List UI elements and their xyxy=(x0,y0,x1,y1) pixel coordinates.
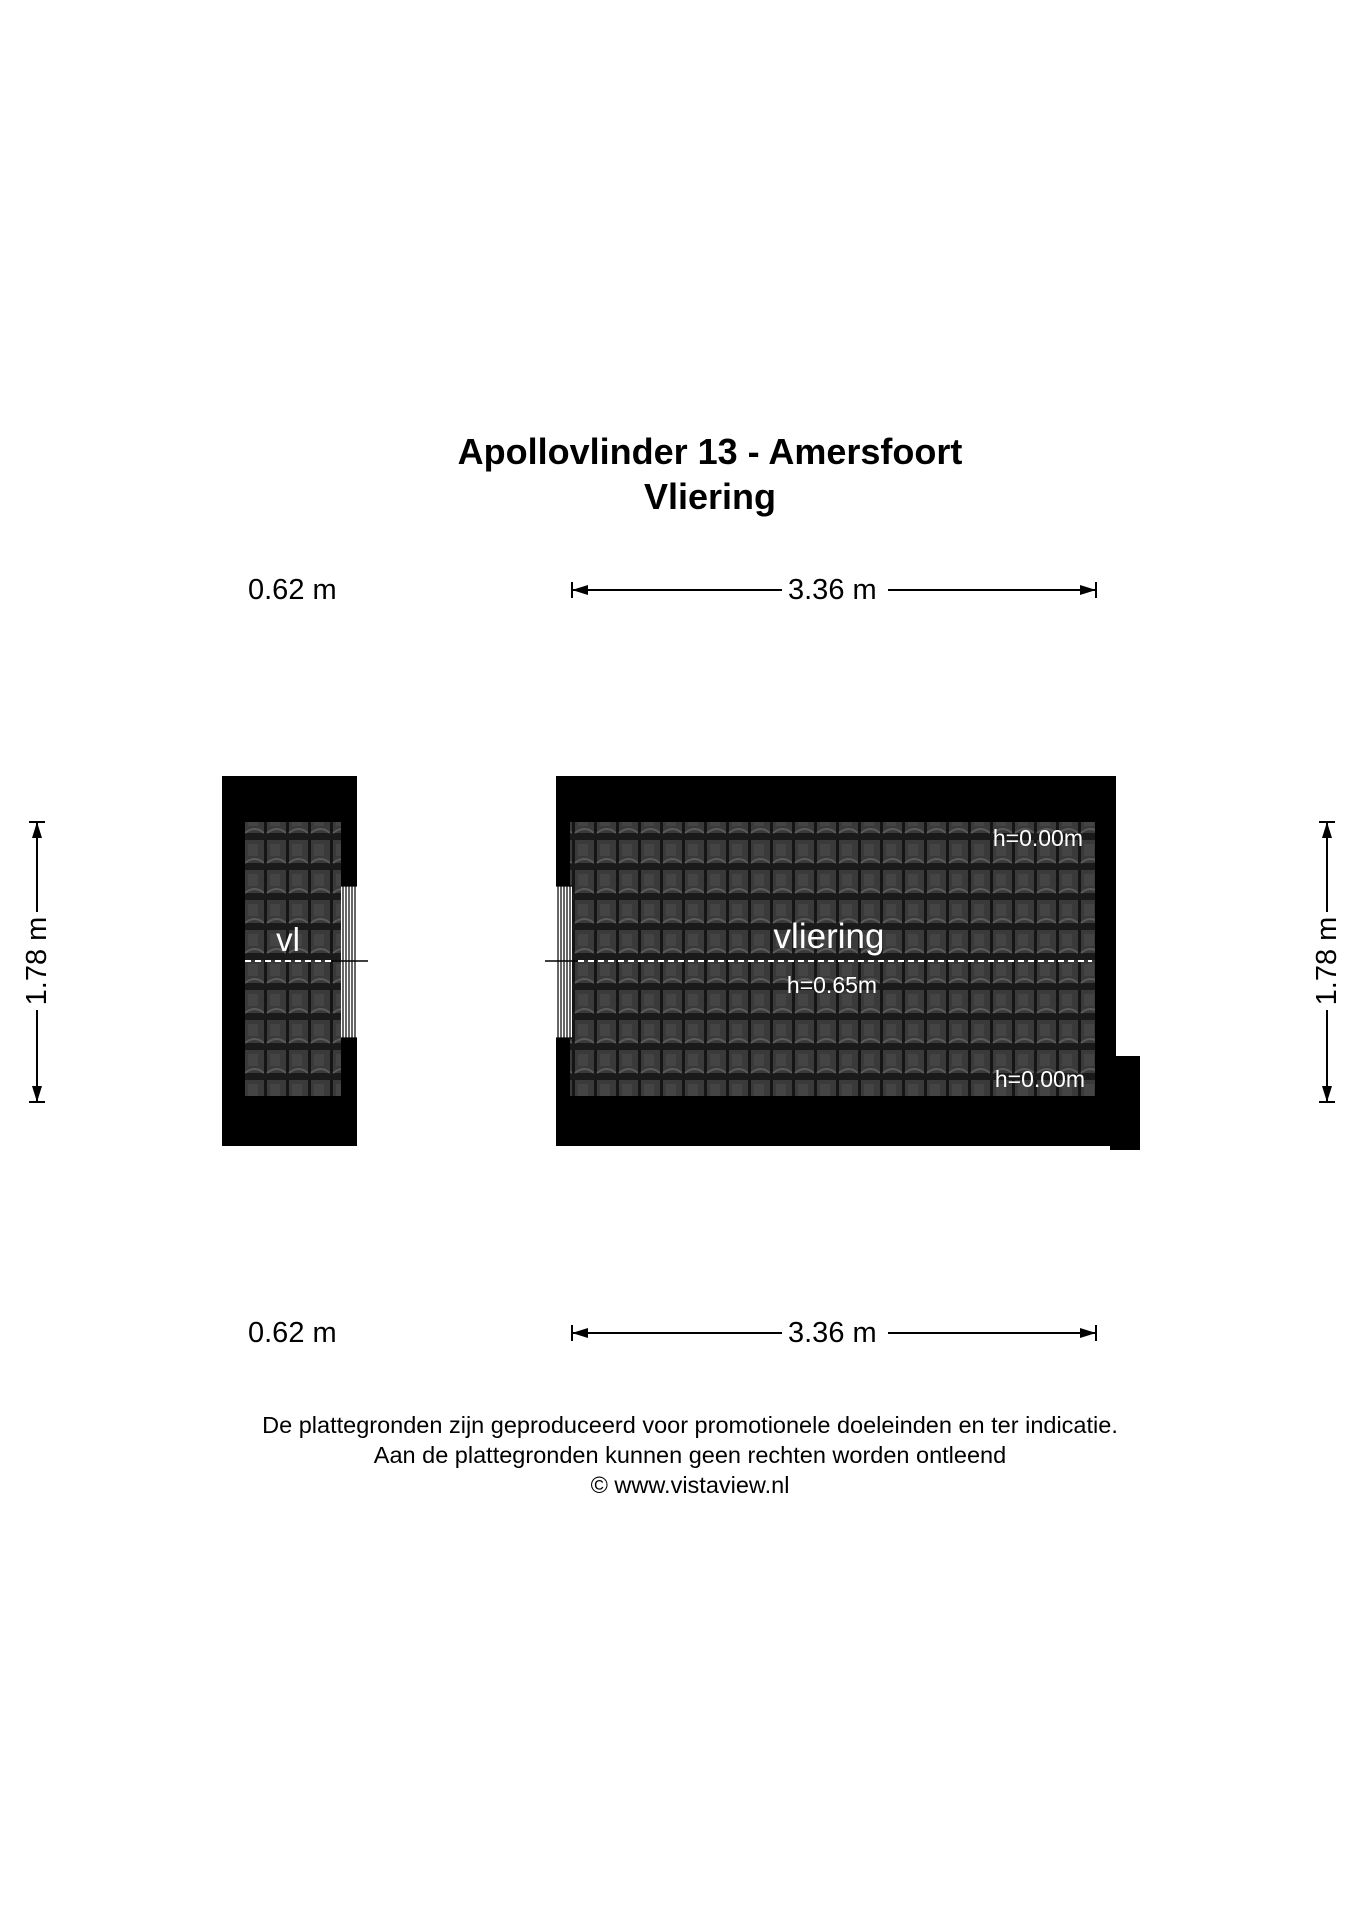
room-main xyxy=(545,776,1140,1150)
ceiling-height-bottom: h=0.00m xyxy=(994,1066,1085,1092)
dimension-left-height: 1.78 m xyxy=(21,916,53,1006)
floor-name: Vliering xyxy=(643,476,777,517)
door-frame-main xyxy=(556,886,572,1038)
dimension-bottom-small-width: 0.62 m xyxy=(248,1317,337,1349)
ceiling-height-top: h=0.00m xyxy=(992,825,1083,851)
disclaimer-line-1: De plattegronden zijn geproduceerd voor promotionele doeleinden en ter indicatie. xyxy=(262,1412,1118,1438)
dimension-top-main-width: 3.36 m xyxy=(788,574,877,606)
roof-tiles-main xyxy=(570,822,1095,1096)
copyright-link[interactable]: © www.vistaview.nl xyxy=(590,1472,790,1498)
roof-tiles-small xyxy=(245,822,341,1096)
room-label-vliering: vliering xyxy=(773,917,885,956)
ceiling-height-center: h=0.65m xyxy=(786,972,878,998)
plan-title: Apollovlinder 13 - Amersfoort xyxy=(457,431,963,472)
disclaimer-line-2: Aan de plattegronden kunnen geen rechten worden ontleend xyxy=(373,1442,1007,1468)
wall-main-notch xyxy=(1110,1056,1140,1150)
room-label-vl: vl xyxy=(276,921,300,958)
door-frame-small xyxy=(341,886,357,1038)
dimension-right-height: 1.78 m xyxy=(1311,916,1343,1006)
room-small xyxy=(222,776,368,1146)
dimension-bottom-main-width: 3.36 m xyxy=(788,1317,877,1349)
dimension-top-small-width: 0.62 m xyxy=(248,574,337,606)
